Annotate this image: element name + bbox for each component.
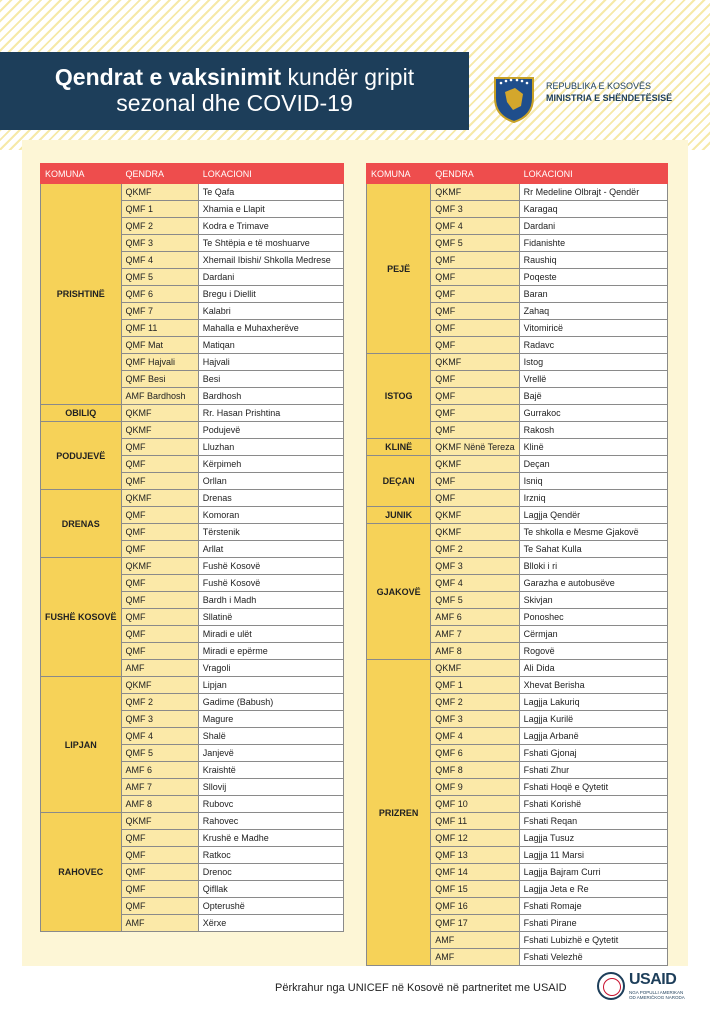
qendra-cell: QMF bbox=[121, 473, 198, 490]
qendra-cell: QMF bbox=[121, 609, 198, 626]
table-row bbox=[367, 354, 668, 371]
table-row bbox=[367, 660, 668, 677]
qendra-cell: AMF 8 bbox=[431, 643, 519, 660]
lokacioni-cell: Xhamia e Llapit bbox=[198, 201, 343, 218]
komuna-cell: GJAKOVË bbox=[367, 524, 431, 660]
komuna-cell: KLINË bbox=[367, 439, 431, 456]
lokacioni-cell: Janjevë bbox=[198, 745, 343, 762]
lokacioni-cell: Ratkoc bbox=[198, 847, 343, 864]
qendra-cell: QMF 2 bbox=[121, 694, 198, 711]
lokacioni-cell: Dardani bbox=[198, 269, 343, 286]
lokacioni-cell: Fushë Kosovë bbox=[198, 558, 343, 575]
lokacioni-cell: Te Qafa bbox=[198, 184, 343, 201]
qendra-cell: QMF Besi bbox=[121, 371, 198, 388]
lokacioni-cell: Drenoc bbox=[198, 864, 343, 881]
lokacioni-cell: Bregu i Diellit bbox=[198, 286, 343, 303]
lokacioni-cell: Fshati Gjonaj bbox=[519, 745, 667, 762]
qendra-cell: QMF 7 bbox=[121, 303, 198, 320]
lokacioni-cell: Garazha e autobusëve bbox=[519, 575, 667, 592]
qendra-cell: QMF 5 bbox=[121, 745, 198, 762]
qendra-cell: QMF 6 bbox=[431, 745, 519, 762]
qendra-cell: QMF bbox=[121, 592, 198, 609]
qendra-cell: QMF Mat bbox=[121, 337, 198, 354]
komuna-cell: DEÇAN bbox=[367, 456, 431, 507]
lokacioni-cell: Bardh i Madh bbox=[198, 592, 343, 609]
footer-credit: Përkrahur nga UNICEF në Kosovë në partneritet me USAID bbox=[275, 982, 567, 994]
lokacioni-cell: Opterushë bbox=[198, 898, 343, 915]
lokacioni-cell: Matiqan bbox=[198, 337, 343, 354]
qendra-cell: QKMF Nënë Tereza bbox=[431, 439, 519, 456]
lokacioni-cell: Lagjja Bajram Curri bbox=[519, 864, 667, 881]
qendra-cell: QMF 3 bbox=[121, 711, 198, 728]
lokacioni-cell: Kraishtë bbox=[198, 762, 343, 779]
lokacioni-cell: Fshati Hoqë e Qytetit bbox=[519, 779, 667, 796]
lokacioni-cell: Te shkolla e Mesme Gjakovë bbox=[519, 524, 667, 541]
lokacioni-cell: Kërpimeh bbox=[198, 456, 343, 473]
lokacioni-cell: Fushë Kosovë bbox=[198, 575, 343, 592]
lokacioni-cell: Lagjja 11 Marsi bbox=[519, 847, 667, 864]
komuna-cell: PRIZREN bbox=[367, 660, 431, 966]
lokacioni-cell: Magure bbox=[198, 711, 343, 728]
qendra-cell: QMF bbox=[121, 881, 198, 898]
lokacioni-cell: Poqeste bbox=[519, 269, 667, 286]
usaid-tagline: NGA POPULLI AMERIKAN OD AMERIČKOG NARODA bbox=[629, 990, 685, 1000]
lokacioni-cell: Bardhosh bbox=[198, 388, 343, 405]
qendra-cell: QMF 11 bbox=[431, 813, 519, 830]
lokacioni-cell: Skivjan bbox=[519, 592, 667, 609]
col-lokacioni: LOKACIONI bbox=[198, 164, 343, 184]
lokacioni-cell: Isniq bbox=[519, 473, 667, 490]
qendra-cell: QMF 4 bbox=[121, 728, 198, 745]
qendra-cell: QMF 6 bbox=[121, 286, 198, 303]
ministry-line1: REPUBLIKA E KOSOVËS bbox=[546, 81, 652, 91]
komuna-cell: FUSHË KOSOVË bbox=[41, 558, 122, 677]
lokacioni-cell: Fshati Korishë bbox=[519, 796, 667, 813]
title-line2: sezonal dhe COVID-19 bbox=[116, 90, 353, 116]
lokacioni-cell: Arllat bbox=[198, 541, 343, 558]
lokacioni-cell: Raushiq bbox=[519, 252, 667, 269]
lokacioni-cell: Komoran bbox=[198, 507, 343, 524]
qendra-cell: QKMF bbox=[431, 456, 519, 473]
lokacioni-cell: Xhevat Berisha bbox=[519, 677, 667, 694]
page-title bbox=[0, 52, 469, 130]
qendra-cell: QMF bbox=[121, 507, 198, 524]
lokacioni-cell: Fshati Velezhë bbox=[519, 949, 667, 966]
qendra-cell: QMF bbox=[431, 371, 519, 388]
qendra-cell: QMF bbox=[121, 626, 198, 643]
qendra-cell: QMF bbox=[121, 643, 198, 660]
lokacioni-cell: Fshati Reqan bbox=[519, 813, 667, 830]
qendra-cell: QMF Hajvali bbox=[121, 354, 198, 371]
col-qendra: QENDRA bbox=[121, 164, 198, 184]
qendra-cell: QMF 2 bbox=[121, 218, 198, 235]
lokacioni-cell: Fshati Romaje bbox=[519, 898, 667, 915]
lokacioni-cell: Lagjja Qendër bbox=[519, 507, 667, 524]
komuna-cell: DRENAS bbox=[41, 490, 122, 558]
kosovo-emblem-icon bbox=[491, 68, 537, 124]
lokacioni-cell: Shalë bbox=[198, 728, 343, 745]
qendra-cell: QMF bbox=[431, 473, 519, 490]
qendra-cell: QKMF bbox=[121, 405, 198, 422]
qendra-cell: QKMF bbox=[121, 558, 198, 575]
qendra-cell: QKMF bbox=[431, 184, 519, 201]
qendra-cell: QMF 4 bbox=[431, 575, 519, 592]
lokacioni-cell: Hajvali bbox=[198, 354, 343, 371]
qendra-cell: QKMF bbox=[431, 660, 519, 677]
lokacioni-cell: Blloki i ri bbox=[519, 558, 667, 575]
lokacioni-cell: Miradi e epërme bbox=[198, 643, 343, 660]
qendra-cell: AMF 7 bbox=[431, 626, 519, 643]
table-row bbox=[367, 184, 668, 201]
lokacioni-cell: Te Shtëpia e të moshuarve bbox=[198, 235, 343, 252]
qendra-cell: QMF bbox=[431, 422, 519, 439]
table-row bbox=[367, 507, 668, 524]
title-banner bbox=[0, 52, 469, 130]
komuna-cell: JUNIK bbox=[367, 507, 431, 524]
table-row bbox=[41, 558, 344, 575]
table-row bbox=[367, 456, 668, 473]
table-row bbox=[367, 439, 668, 456]
qendra-cell: QMF 17 bbox=[431, 915, 519, 932]
lokacioni-cell: Lipjan bbox=[198, 677, 343, 694]
qendra-cell: QMF bbox=[431, 388, 519, 405]
qendra-cell: AMF bbox=[431, 932, 519, 949]
qendra-cell: QMF 15 bbox=[431, 881, 519, 898]
lokacioni-cell: Irzniq bbox=[519, 490, 667, 507]
komuna-cell: RAHOVEC bbox=[41, 813, 122, 932]
qendra-cell: QMF bbox=[431, 405, 519, 422]
qendra-cell: QMF 3 bbox=[431, 711, 519, 728]
lokacioni-cell: Lagjja Jeta e Re bbox=[519, 881, 667, 898]
qendra-cell: QMF bbox=[431, 286, 519, 303]
lokacioni-cell: Lagjja Tusuz bbox=[519, 830, 667, 847]
ministry-line2: MINISTRIA E SHËNDETËSISË bbox=[546, 93, 673, 103]
qendra-cell: QMF bbox=[431, 252, 519, 269]
qendra-cell: QMF 14 bbox=[431, 864, 519, 881]
lokacioni-cell: Besi bbox=[198, 371, 343, 388]
lokacioni-cell: Fshati Pirane bbox=[519, 915, 667, 932]
qendra-cell: QMF 5 bbox=[431, 235, 519, 252]
qendra-cell: QMF 4 bbox=[431, 728, 519, 745]
qendra-cell: QMF 5 bbox=[431, 592, 519, 609]
qendra-cell: QMF 8 bbox=[431, 762, 519, 779]
qendra-cell: QMF bbox=[121, 575, 198, 592]
lokacioni-cell: Ali Dida bbox=[519, 660, 667, 677]
lokacioni-cell: Sllovij bbox=[198, 779, 343, 796]
qendra-cell: QMF 12 bbox=[431, 830, 519, 847]
qendra-cell: QKMF bbox=[121, 184, 198, 201]
lokacioni-cell: Rogovë bbox=[519, 643, 667, 660]
lokacioni-cell: Fshati Zhur bbox=[519, 762, 667, 779]
qendra-cell: QMF bbox=[431, 320, 519, 337]
qendra-cell: QMF 4 bbox=[121, 252, 198, 269]
lokacioni-cell: Lagjja Lakuriq bbox=[519, 694, 667, 711]
lokacioni-cell: Miradi e ulët bbox=[198, 626, 343, 643]
usaid-logo: USAID bbox=[629, 971, 677, 988]
lokacioni-cell: Te Sahat Kulla bbox=[519, 541, 667, 558]
lokacioni-cell: Lluzhan bbox=[198, 439, 343, 456]
qendra-cell: QKMF bbox=[431, 507, 519, 524]
komuna-cell: PEJË bbox=[367, 184, 431, 354]
qendra-cell: QKMF bbox=[121, 490, 198, 507]
lokacioni-cell: Kodra e Trimave bbox=[198, 218, 343, 235]
qendra-cell: QMF bbox=[121, 898, 198, 915]
lokacioni-cell: Vragoli bbox=[198, 660, 343, 677]
vaccination-table-right bbox=[366, 163, 668, 966]
table-row bbox=[41, 490, 344, 507]
komuna-cell: OBILIQ bbox=[41, 405, 122, 422]
qendra-cell: QMF bbox=[431, 269, 519, 286]
vaccination-table-left bbox=[40, 163, 344, 932]
lokacioni-cell: Bajë bbox=[519, 388, 667, 405]
lokacioni-cell: Mahalla e Muhaxherëve bbox=[198, 320, 343, 337]
qendra-cell: QMF bbox=[431, 490, 519, 507]
lokacioni-cell: Rr. Hasan Prishtina bbox=[198, 405, 343, 422]
komuna-cell: LIPJAN bbox=[41, 677, 122, 813]
qendra-cell: AMF bbox=[431, 949, 519, 966]
qendra-cell: QKMF bbox=[121, 422, 198, 439]
col-qendra: QENDRA bbox=[431, 164, 519, 184]
table-row bbox=[41, 422, 344, 439]
col-komuna: KOMUNA bbox=[41, 164, 122, 184]
lokacioni-cell: Zahaq bbox=[519, 303, 667, 320]
lokacioni-cell: Qifllak bbox=[198, 881, 343, 898]
lokacioni-cell: Orllan bbox=[198, 473, 343, 490]
qendra-cell: QMF bbox=[121, 864, 198, 881]
qendra-cell: QMF bbox=[121, 456, 198, 473]
qendra-cell: AMF Bardhosh bbox=[121, 388, 198, 405]
qendra-cell: QMF 4 bbox=[431, 218, 519, 235]
qendra-cell: QKMF bbox=[121, 813, 198, 830]
lokacioni-cell: Xërxe bbox=[198, 915, 343, 932]
lokacioni-cell: Karagaq bbox=[519, 201, 667, 218]
lokacioni-cell: Xhemail Ibishi/ Shkolla Medrese bbox=[198, 252, 343, 269]
lokacioni-cell: Vitomiricë bbox=[519, 320, 667, 337]
lokacioni-cell: Cërmjan bbox=[519, 626, 667, 643]
qendra-cell: QMF bbox=[431, 337, 519, 354]
qendra-cell: AMF bbox=[121, 660, 198, 677]
lokacioni-cell: Tërstenik bbox=[198, 524, 343, 541]
qendra-cell: QMF 2 bbox=[431, 694, 519, 711]
qendra-cell: QMF bbox=[121, 439, 198, 456]
qendra-cell: QMF bbox=[121, 830, 198, 847]
qendra-cell: QMF 9 bbox=[431, 779, 519, 796]
lokacioni-cell: Istog bbox=[519, 354, 667, 371]
table-row bbox=[367, 524, 668, 541]
qendra-cell: AMF 6 bbox=[121, 762, 198, 779]
usaid-seal-icon bbox=[597, 972, 625, 1000]
lokacioni-cell: Rr Medeline Olbrajt - Qendër bbox=[519, 184, 667, 201]
lokacioni-cell: Radavc bbox=[519, 337, 667, 354]
komuna-cell: ISTOG bbox=[367, 354, 431, 439]
qendra-cell: QMF 16 bbox=[431, 898, 519, 915]
qendra-cell: AMF 8 bbox=[121, 796, 198, 813]
lokacioni-cell: Drenas bbox=[198, 490, 343, 507]
qendra-cell: QMF 11 bbox=[121, 320, 198, 337]
title-rest: kundër gripit bbox=[281, 64, 415, 90]
qendra-cell: QKMF bbox=[431, 524, 519, 541]
qendra-cell: QMF 3 bbox=[431, 201, 519, 218]
lokacioni-cell: Ponoshec bbox=[519, 609, 667, 626]
qendra-cell: QMF 3 bbox=[431, 558, 519, 575]
lokacioni-cell: Gadime (Babush) bbox=[198, 694, 343, 711]
lokacioni-cell: Lagjja Arbanë bbox=[519, 728, 667, 745]
lokacioni-cell: Fshati Lubizhë e Qytetit bbox=[519, 932, 667, 949]
komuna-cell: PRISHTINË bbox=[41, 184, 122, 405]
qendra-cell: QMF 2 bbox=[431, 541, 519, 558]
lokacioni-cell: Rakosh bbox=[519, 422, 667, 439]
lokacioni-cell: Gurrakoc bbox=[519, 405, 667, 422]
qendra-cell: QMF 3 bbox=[121, 235, 198, 252]
lokacioni-cell: Vrellë bbox=[519, 371, 667, 388]
komuna-cell: PODUJEVË bbox=[41, 422, 122, 490]
lokacioni-cell: Rubovc bbox=[198, 796, 343, 813]
qendra-cell: QKMF bbox=[121, 677, 198, 694]
qendra-cell: QMF bbox=[121, 524, 198, 541]
lokacioni-cell: Podujevë bbox=[198, 422, 343, 439]
qendra-cell: QMF 1 bbox=[121, 201, 198, 218]
table-row bbox=[41, 405, 344, 422]
lokacioni-cell: Rahovec bbox=[198, 813, 343, 830]
lokacioni-cell: Lagjja Kurilë bbox=[519, 711, 667, 728]
title-bold: Qendrat e vaksinimit bbox=[54, 64, 282, 90]
lokacioni-cell: Krushë e Madhe bbox=[198, 830, 343, 847]
col-lokacioni: LOKACIONI bbox=[519, 164, 667, 184]
qendra-cell: QMF bbox=[431, 303, 519, 320]
col-komuna: KOMUNA bbox=[367, 164, 431, 184]
qendra-cell: QMF 13 bbox=[431, 847, 519, 864]
lokacioni-cell: Kalabri bbox=[198, 303, 343, 320]
lokacioni-cell: Dardani bbox=[519, 218, 667, 235]
ministry-label bbox=[546, 80, 672, 104]
qendra-cell: QMF 1 bbox=[431, 677, 519, 694]
qendra-cell: QMF bbox=[121, 847, 198, 864]
qendra-cell: QMF 10 bbox=[431, 796, 519, 813]
qendra-cell: QKMF bbox=[431, 354, 519, 371]
qendra-cell: QMF 5 bbox=[121, 269, 198, 286]
qendra-cell: AMF 6 bbox=[431, 609, 519, 626]
lokacioni-cell: Baran bbox=[519, 286, 667, 303]
lokacioni-cell: Deçan bbox=[519, 456, 667, 473]
qendra-cell: AMF bbox=[121, 915, 198, 932]
lokacioni-cell: Klinë bbox=[519, 439, 667, 456]
table-row bbox=[41, 184, 344, 201]
qendra-cell: QMF bbox=[121, 541, 198, 558]
lokacioni-cell: Fidanishte bbox=[519, 235, 667, 252]
table-row bbox=[41, 813, 344, 830]
lokacioni-cell: Sllatinë bbox=[198, 609, 343, 626]
qendra-cell: AMF 7 bbox=[121, 779, 198, 796]
table-row bbox=[41, 677, 344, 694]
